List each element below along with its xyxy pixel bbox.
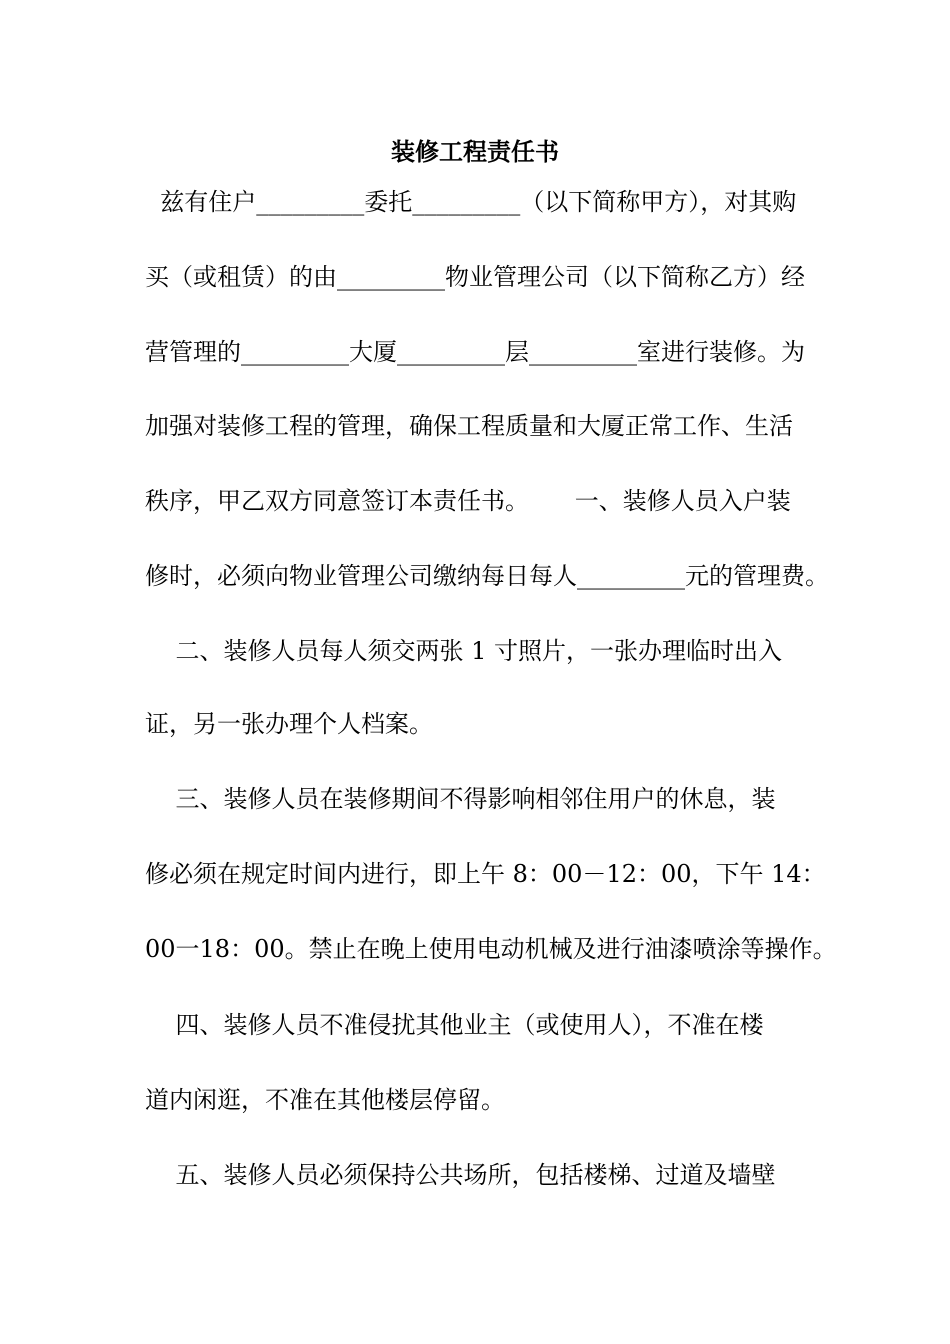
body-line-11: 00一18：00。禁止在晚上使用电动机械及进行油漆喷涂等操作。: [145, 935, 837, 963]
body-line-2: 买（或租赁）的由_________物业管理公司（以下简称乙方）经: [145, 263, 805, 291]
body-line-5: 秩序，甲乙双方同意签订本责任书。 一、装修人员入户装: [145, 487, 791, 515]
body-line-7: 二、装修人员每人须交两张 1 寸照片，一张办理临时出入: [145, 637, 783, 665]
body-line-12: 四、装修人员不准侵扰其他业主（或使用人），不准在楼: [145, 1011, 764, 1039]
body-line-14: 五、装修人员必须保持公共场所，包括楼梯、过道及墙壁: [145, 1161, 776, 1189]
body-line-13: 道内闲逛，不准在其他楼层停留。: [145, 1086, 505, 1114]
document-title: 装修工程责任书: [391, 137, 559, 166]
body-line-10: 修必须在规定时间内进行，即上午 8：00－12：00，下午 14：: [145, 860, 826, 888]
body-line-8: 证，另一张办理个人档案。: [145, 710, 433, 738]
body-line-6: 修时，必须向物业管理公司缴纳每日每人_________元的管理费。: [145, 562, 829, 590]
body-line-9: 三、装修人员在装修期间不得影响相邻住用户的休息，装: [145, 785, 776, 813]
body-line-3: 营管理的_________大厦_________层_________室进行装修。为: [145, 338, 805, 366]
body-line-1: 兹有住户_________委托_________（以下简称甲方），对其购: [145, 188, 797, 216]
body-line-4: 加强对装修工程的管理，确保工程质量和大厦正常工作、生活: [145, 412, 793, 440]
